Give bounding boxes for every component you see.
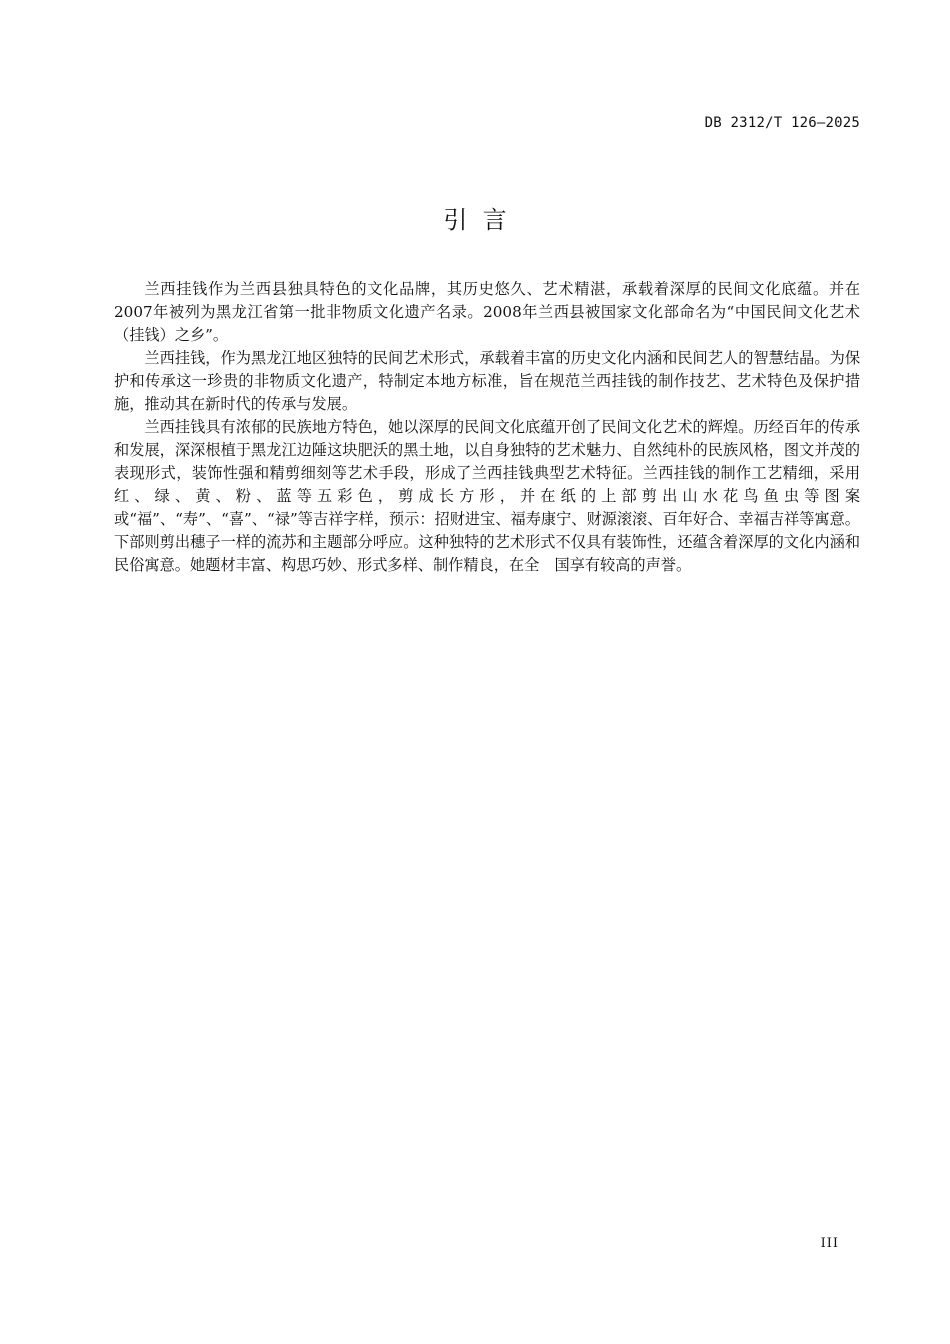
paragraph-3: 兰西挂钱具有浓郁的民族地方特色，她以深厚的民间文化底蕴开创了民间文化艺术的辉煌。历经百年的传承和发展，深深根植于黑龙江边陲这块肥沃的黑土地，以自身独特的艺术魅力、自然纯朴的民族风格，图文并茂的表现形式，装饰性强和精剪细刻等艺术手段，形成了兰西挂钱典型艺术特征。兰西挂钱的制作工艺精细，采用红、绿、黄、粉、蓝等五彩色，剪成长方形，并在纸的上部剪出山水花鸟鱼虫等图案或“福”、“寿”、“喜”、“禄”等吉祥字样，预示：招财进宝、福寿康宁、财源滚滚、百年好合、幸福吉祥等寓意。下部则剪出穗子一样的流苏和主题部分呼应。这种独特的艺术形式不仅具有装饰性，还蕴含着深厚的文化内涵和民俗寓意。她题材丰富、构思巧妙、形式多样、制作精良，在全 国享有较高的声誉。 [114, 418, 860, 574]
paragraph-1: 兰西挂钱作为兰西县独具特色的文化品牌，其历史悠久、艺术精湛，承载着深厚的民间文化底蕴。并在2007年被列为黑龙江省第一批非物质文化遗产名录。2008年兰西县被国家文化部命名为“中国民间文化艺术（挂钱）之乡”。 [114, 280, 860, 344]
page-number: III [820, 1236, 839, 1251]
section-title: 引 言 [443, 206, 507, 234]
paragraph-2: 兰西挂钱，作为黑龙江地区独特的民间艺术形式，承载着丰富的历史文化内涵和民间艺人的智慧结晶。为保护和传承这一珍贵的非物质文化遗产，特制定本地方标准，旨在规范兰西挂钱的制作技艺、艺术特色及保护措施，推动其在新时代的传承与发展。 [114, 349, 860, 413]
introduction-body [114, 278, 860, 577]
standard-code: DB 2312/T 126—2025 [704, 115, 860, 131]
